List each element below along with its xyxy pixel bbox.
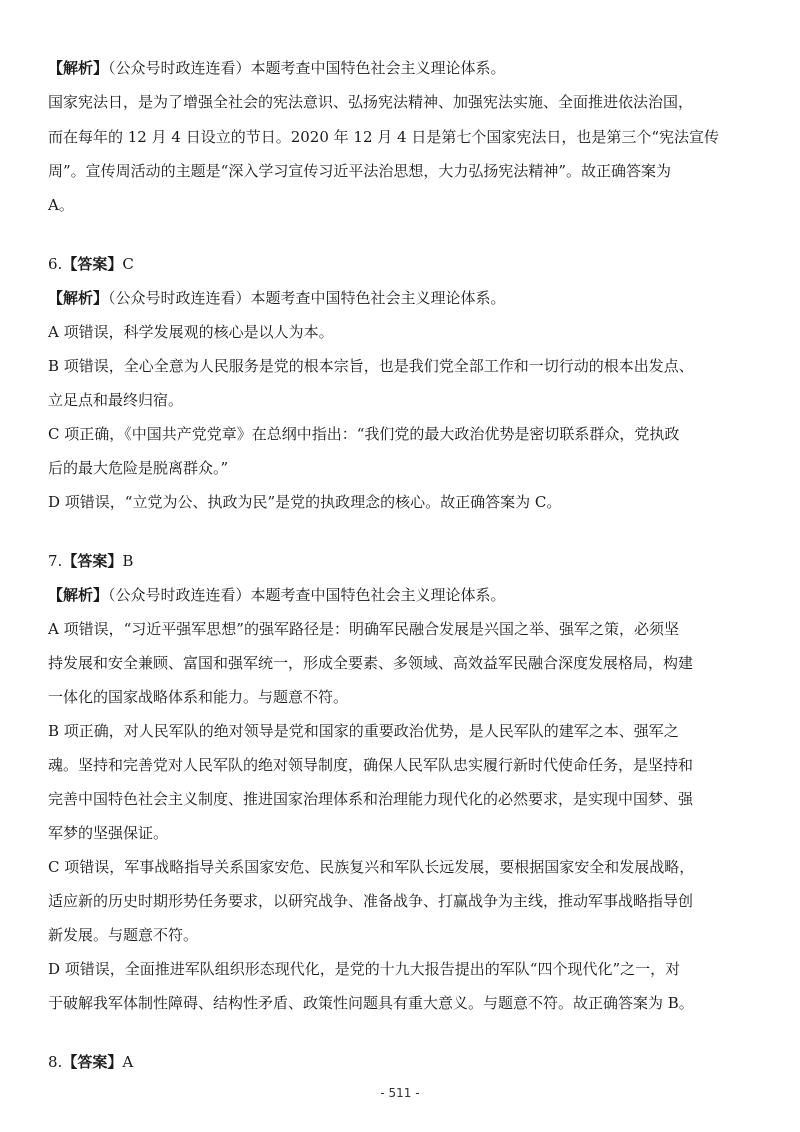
q7-answer-heading [48,551,768,571]
q7-line-12: 于破解我军体制性障碍、结构性矛盾、政策性问题具有重大意义。与题意不符。故正确答案为 B。 [48,994,694,1012]
q5-analysis-heading [48,58,768,78]
q8-number: 8. [48,1053,63,1071]
q7-line-4: B 项正确，对人民军队的绝对领导是党和国家的重要政治优势，是人民军队的建军之本、强军之 [48,722,679,740]
q7-line-1: A 项错误，“习近平强军思想”的强军路径是：明确军民融合发展是兴国之举、强军之策，必须坚 [48,620,679,638]
q7-line-6: 完善中国特色社会主义制度、推进国家治理体系和治理能力现代化的必然要求，是实现中国梦、强 [48,790,694,808]
q7-line-11: D 项错误，全面推进军队组织形态现代化，是党的十九大报告提出的军队“四个现代化”之一，对 [48,960,681,978]
q6-number: 6. [48,255,63,273]
q7-number: 7. [48,552,63,570]
analysis-tag: 【解析】 [48,289,109,307]
analysis-tag: 【解析】 [48,586,109,604]
source-note: （公众号时政连连看）本题考查中国特色社会主义理论体系。 [108,289,506,307]
q6-answer: C [122,255,134,273]
analysis-tag: 【解析】 [48,59,109,77]
q6-analysis-heading [48,288,768,308]
q7-analysis-heading [48,585,768,605]
q7-answer: B [122,552,134,570]
q6-line-5: 后的最大危险是脱离群众。” [48,459,229,477]
q8-answer-heading [48,1052,768,1072]
source-note: （公众号时政连连看）本题考查中国特色社会主义理论体系。 [108,586,506,604]
q5-line-3: 周”。宣传周活动的主题是“深入学习宣传习近平法治思想，大力弘扬宪法精神”。故正确答案为 [48,162,672,180]
q7-line-2: 持发展和安全兼顾、富国和强军统一，形成全要素、多领域、高效益军民融合深度发展格局，构建 [48,654,694,672]
q7-line-9: 适应新的历史时期形势任务要求，以研究战争、准备战争、打赢战争为主线，推动军事战略指导创 [48,892,694,910]
answer-tag: 【答案】 [62,552,123,570]
source-note: （公众号时政连连看）本题考查中国特色社会主义理论体系。 [108,59,506,77]
q7-line-7: 军梦的坚强保证。 [48,824,169,842]
answer-tag: 【答案】 [62,255,123,273]
q6-line-1: A 项错误，科学发展观的核心是以人为本。 [48,323,334,341]
q6-line-3: 立足点和最终归宿。 [48,391,184,409]
q6-line-2: B 项错误，全心全意为人民服务是党的根本宗旨，也是我们党全部工作和一切行动的根本出发点、 [48,357,694,375]
answer-tag: 【答案】 [62,1053,123,1071]
q6-answer-heading [48,254,768,274]
q7-line-8: C 项错误，军事战略指导关系国家安危、民族复兴和军队长远发展，要根据国家安全和发展战略， [48,858,695,876]
q5-line-4: A。 [48,196,74,214]
q6-line-6: D 项错误，“立党为公、执政为民”是党的执政理念的核心。故正确答案为 C。 [48,493,562,511]
q7-line-5: 魂。坚持和完善党对人民军队的绝对领导制度，确保人民军队忠实履行新时代使命任务，是坚持和 [48,756,694,774]
q5-line-1: 国家宪法日，是为了增强全社会的宪法意识、弘扬宪法精神、加强宪法实施、全面推进依法治国， [48,93,694,111]
q7-line-10: 新发展。与题意不符。 [48,926,199,944]
q8-answer: A [122,1053,134,1071]
q7-line-3: 一体化的国家战略体系和能力。与题意不符。 [48,688,349,706]
page-number: - 511 - [380,1086,420,1100]
q6-line-4: C 项正确，《中国共产党党章》在总纲中指出：“我们党的最大政治优势是密切联系群众，党执政 [48,425,680,443]
q5-line-2: 而在每年的 12 月 4 日设立的节日。2020 年 12 月 4 日是第七个国家宪法日，也是第三个“宪法宣传 [48,128,720,146]
